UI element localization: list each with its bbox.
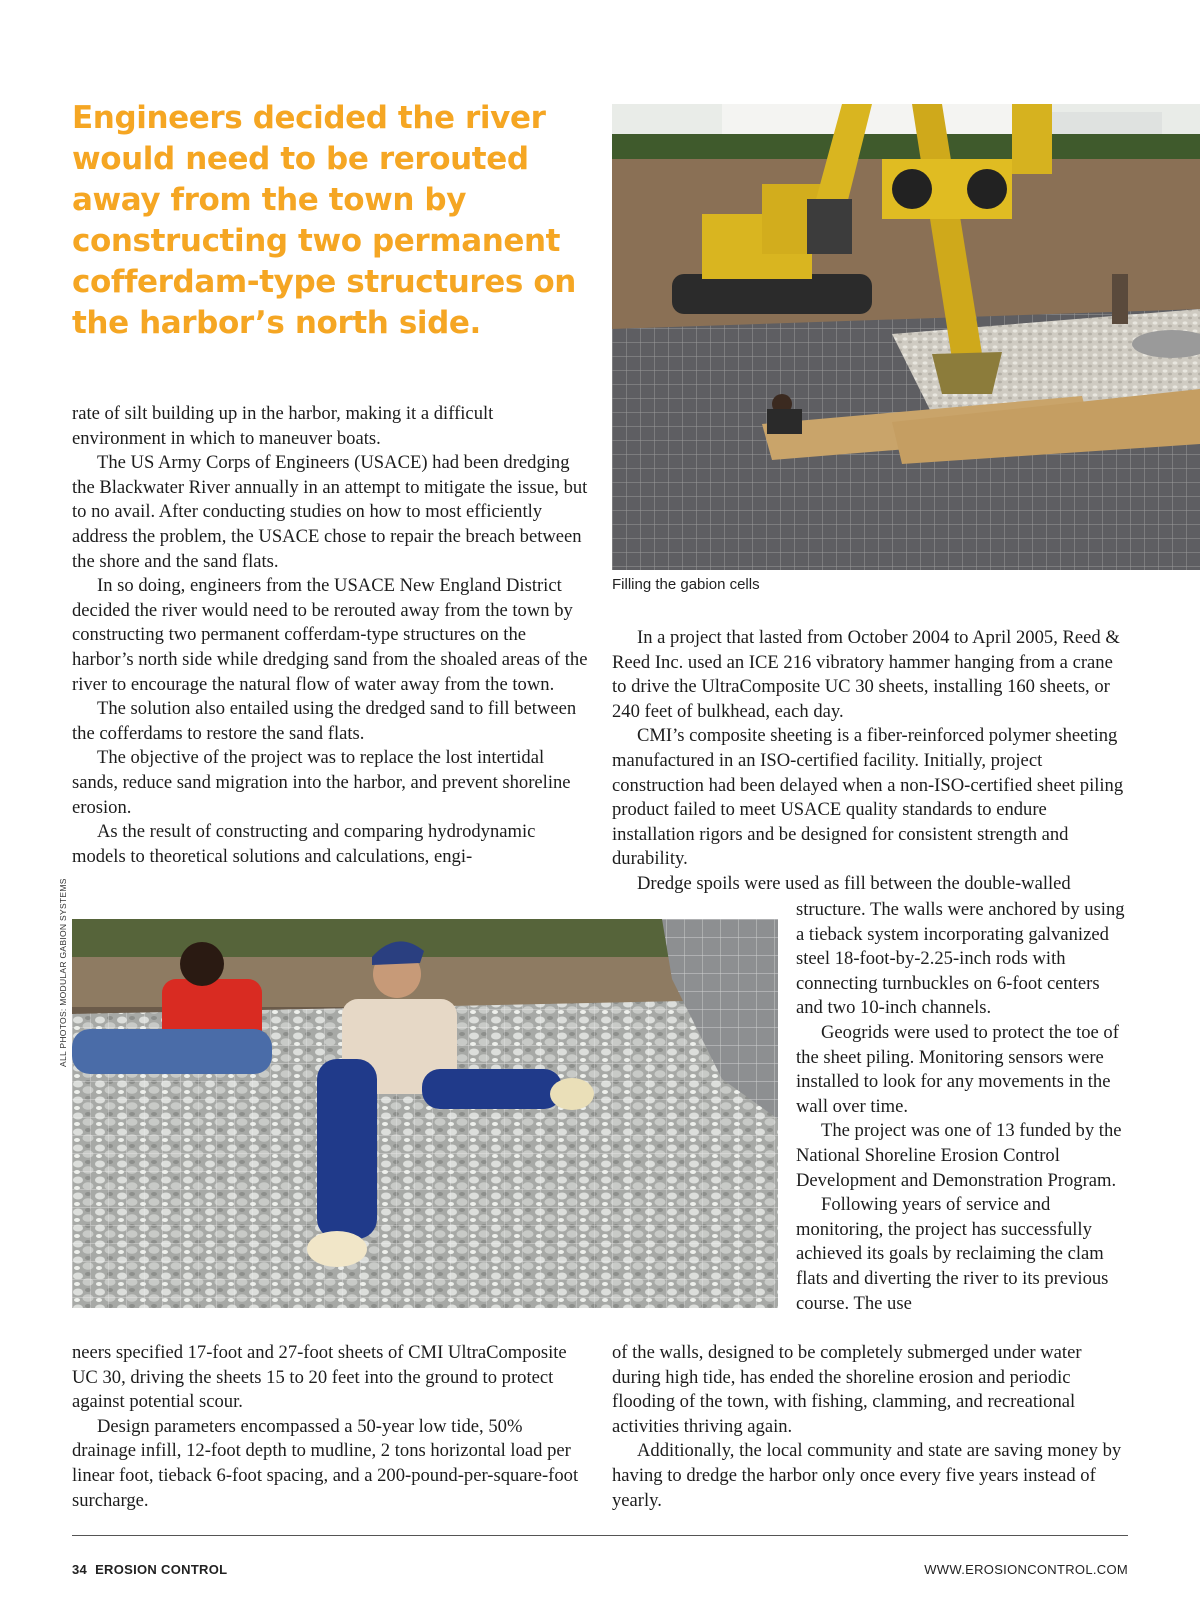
paragraph: The US Army Corps of Engineers (USACE) had been dredging the Blackwater River annually in an attempt to mitigate the issue, but to no avail. After conducting studies on how to most efficiently address the problem, the USACE chose to repair the breach between the shore and the sand flats. — [72, 452, 588, 572]
right-column-bottom — [612, 1341, 1128, 1513]
paragraph: The solution also entailed using the dredged sand to fill between the cofferdams to restore the sand flats. — [72, 698, 577, 744]
paragraph: In a project that lasted from October 2004 to April 2005, Reed & Reed Inc. used an ICE 216 vibratory hammer hanging from a crane to drive the UltraComposite UC 30 sheets, installing 160 sheets, or 240 feet of bulkhead, each day. — [612, 627, 1120, 722]
paragraph: CMI’s composite sheeting is a fiber-reinforced polymer sheeting manufactured in an ISO-certified facility. Initially, project construction had been delayed when a non-ISO-certified sheet piling product failed to meet USACE quality standards to endure installation rigors and be designed for consistent strength and durability. — [612, 725, 1124, 870]
photo-gabion-mattress — [72, 919, 778, 1308]
photo-filling-gabion-cells — [612, 104, 1200, 570]
paragraph: The objective of the project was to replace the lost intertidal sands, reduce sand migration into the harbor, and prevent shoreline erosion. — [72, 747, 571, 818]
footer-rule — [72, 1535, 1128, 1536]
photo-caption: Filling the gabion cells — [612, 576, 760, 593]
right-column-narrow — [796, 898, 1128, 1316]
photo-credit-text: ALL PHOTOS: MODULAR GABION SYSTEMS — [58, 878, 68, 1067]
paragraph: rate of silt building up in the harbor, making it a difficult environment in which to maneuver boats. — [72, 403, 494, 449]
paragraph: As the result of constructing and comparing hydrodynamic models to theoretical solutions and calculations, engi- — [72, 821, 536, 867]
photo-credit — [58, 878, 72, 1067]
paragraph: Dredge spoils were used as fill between the double-walled — [637, 872, 1071, 894]
left-column-top — [72, 402, 590, 869]
paragraph: structure. The walls were anchored by using a tieback system incorporating galvanized steel 18-foot-by-2.25-inch rods with connecting turnbuckles on 6-foot centers and two 10-inch channels. — [796, 899, 1125, 1019]
right-column-top — [612, 626, 1128, 897]
paragraph: Additionally, the local community and state are saving money by having to dredge the harbor only once every five years instead of yearly. — [612, 1440, 1122, 1511]
pull-quote: Engineers decided the river would need to be rerouted away from the town by constructing two permanent cofferdam-type structures on the harbor’s north side. — [72, 100, 576, 341]
paragraph: Design parameters encompassed a 50-year low tide, 50% drainage infill, 12-foot depth to mudline, 2 tons horizontal load per linear foot, tieback 6-foot spacing, and a 200-pound-per-square-foot surcharge. — [72, 1415, 579, 1511]
paragraph: The project was one of 13 funded by the National Shoreline Erosion Control Development and Demonstration Program. — [796, 1120, 1122, 1191]
left-column-bottom — [72, 1341, 590, 1513]
paragraph: neers specified 17-foot and 27-foot sheets of CMI UltraComposite UC 30, driving the sheets 15 to 20 feet into the ground to protect against potential scour. — [72, 1342, 567, 1413]
workers-on-gravel-image — [72, 919, 778, 1308]
footer-left — [72, 1562, 227, 1577]
page-number: 34 — [72, 1562, 88, 1577]
paragraph: Geogrids were used to protect the toe of the sheet piling. Monitoring sensors were installed to look for any movements in the wall over time. — [796, 1021, 1119, 1117]
footer-url[interactable]: WWW.EROSIONCONTROL.COM — [924, 1562, 1128, 1577]
magazine-name: EROSION CONTROL — [95, 1562, 228, 1577]
construction-scene-image — [612, 104, 1200, 570]
paragraph: of the walls, designed to be completely submerged under water during high tide, has ended the shoreline erosion and periodic flooding of the town, with fishing, clamming, and recreational activities thriving again. — [612, 1342, 1082, 1437]
paragraph: Following years of service and monitoring, the project has successfully achieved its goals by reclaiming the clam flats and diverting the river to its previous course. The use — [796, 1194, 1109, 1314]
paragraph: In so doing, engineers from the USACE New England District decided the river would need to be rerouted away from the town by constructing two permanent cofferdam-type structures on the harbor’s north side while dredging sand from the shoaled areas of the river to encourage the natural flow of water away from the town. — [72, 575, 588, 695]
